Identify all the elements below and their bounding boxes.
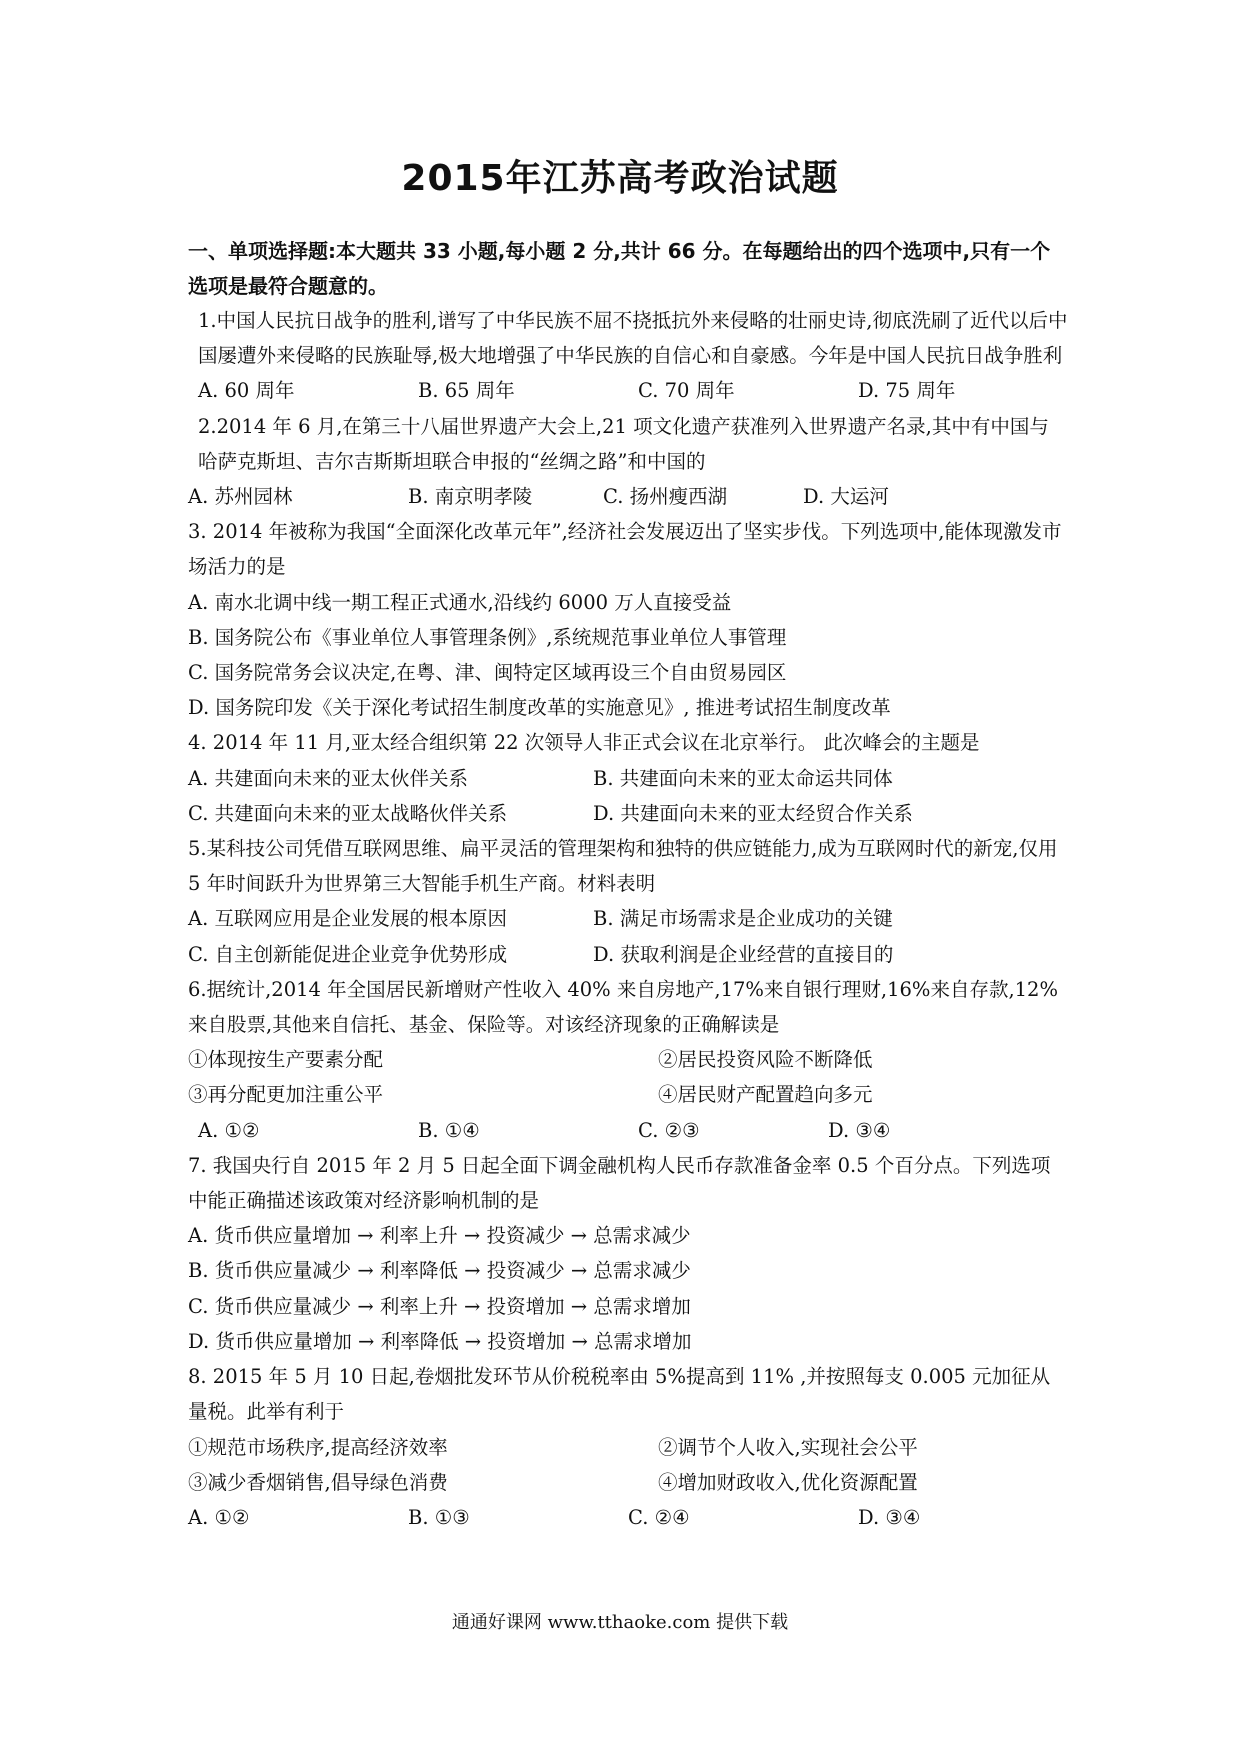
question-4-options-row-2 <box>188 796 1068 831</box>
option-b: B. 65 周年 <box>418 379 515 403</box>
option-b: B. 南京明孝陵 <box>408 485 533 509</box>
statement-4: ④增加财政收入,优化资源配置 <box>658 1470 918 1494</box>
option-c: C. 共建面向未来的亚太战略伙伴关系 <box>188 801 508 825</box>
question-4-options-row-1 <box>188 761 1068 796</box>
option-d: D. 共建面向未来的亚太经贸合作关系 <box>593 801 913 825</box>
question-8-statements-row-2 <box>188 1465 1068 1500</box>
footer-credit: 通通好课网 www.tthaoke.com 提供下载 <box>451 1612 789 1633</box>
question-1-options <box>188 373 1068 408</box>
section-heading: 一、单项选择题:本大题共 33 小题,每小题 2 分,共计 66 分。在每题给出的四个选项中,只有一个选项是最符合题意的。 <box>188 239 1051 298</box>
question-8-statements-row-1 <box>188 1430 1068 1465</box>
questions <box>188 303 1068 1535</box>
option-a: A. 60 周年 <box>198 379 295 403</box>
question-6-statements-row-2 <box>188 1077 1068 1112</box>
option-b: B. 货币供应量减少 → 利率降低 → 投资减少 → 总需求减少 <box>188 1259 691 1283</box>
option-d: D. 获取利润是企业经营的直接目的 <box>593 942 894 966</box>
option-a: A. 互联网应用是企业发展的根本原因 <box>188 907 507 931</box>
question-8-options <box>188 1500 1068 1535</box>
question-7-stem: 7. 我国央行自 2015 年 2 月 5 日起全面下调金融机构人民币存款准备金率 0.5 个百分点。下列选项中能正确描述该政策对经济影响机制的是 <box>188 1153 1051 1213</box>
option-b: B. 国务院公布《事业单位人事管理条例》,系统规范事业单位人事管理 <box>188 625 787 649</box>
option-a: A. 货币供应量增加 → 利率上升 → 投资减少 → 总需求减少 <box>188 1224 691 1248</box>
option-c: C. 国务院常务会议决定,在粤、津、闽特定区域再设三个自由贸易园区 <box>188 661 787 685</box>
option-b: B. ①③ <box>408 1505 470 1529</box>
option-a: A. ①② <box>188 1505 250 1529</box>
question-6-stem: 6.据统计,2014 年全国居民新增财产性收入 40% 来自房地产,17%来自银行理财,16%来自存款,12%来自股票,其他来自信托、基金、保险等。对该经济现象的正确解读是 <box>188 977 1058 1037</box>
question-5-options-row-1 <box>188 901 1068 936</box>
statement-2: ②调节个人收入,实现社会公平 <box>658 1435 918 1459</box>
question-2-options <box>188 479 1068 514</box>
question-4-stem: 4. 2014 年 11 月,亚太经合组织第 22 次领导人非正式会议在北京举行。 此次峰会的主题是 <box>188 731 980 755</box>
option-d: D. 大运河 <box>803 485 889 509</box>
question-5-stem: 5.某科技公司凭借互联网思维、扁平灵活的管理架构和独特的供应链能力,成为互联网时代的新宠,仅用 5 年时间跃升为世界第三大智能手机生产商。材料表明 <box>188 837 1058 896</box>
question-1-stem: 1.中国人民抗日战争的胜利,谱写了中华民族不屈不挠抵抗外来侵略的壮丽史诗,彻底洗刷了近代以后中国屡遭外来侵略的民族耻辱,极大地增强了中华民族的自信心和自豪感。今年是中国人民抗日战争胜利 <box>198 309 1068 368</box>
option-d: D. 国务院印发《关于深化考试招生制度改革的实施意见》, 推进考试招生制度改革 <box>188 696 891 720</box>
question-5-options-row-2 <box>188 937 1068 972</box>
option-b: B. 满足市场需求是企业成功的关键 <box>593 907 893 931</box>
option-a: A. 苏州园林 <box>188 485 293 509</box>
option-a: A. ①② <box>198 1118 260 1142</box>
statement-2: ②居民投资风险不断降低 <box>658 1048 873 1072</box>
option-d: D. ③④ <box>858 1505 921 1529</box>
question-2-stem: 2.2014 年 6 月,在第三十八届世界遗产大会上,21 项文化遗产获准列入世界遗产名录,其中有中国与哈萨克斯坦、吉尔吉斯斯坦联合申报的“丝绸之路”和中国的 <box>198 414 1049 473</box>
statement-4: ④居民财产配置趋向多元 <box>658 1083 873 1107</box>
page-title: 2015年江苏高考政治试题 <box>401 158 839 199</box>
option-c: C. ②③ <box>638 1118 700 1142</box>
option-c: C. 扬州瘦西湖 <box>603 485 728 509</box>
option-c: C. 货币供应量减少 → 利率上升 → 投资增加 → 总需求增加 <box>188 1294 691 1318</box>
option-a: A. 南水北调中线一期工程正式通水,沿线约 6000 万人直接受益 <box>188 590 732 614</box>
option-c: C. ②④ <box>628 1505 690 1529</box>
statement-3: ③再分配更加注重公平 <box>188 1083 384 1107</box>
question-8-stem: 8. 2015 年 5 月 10 日起,卷烟批发环节从价税税率由 5%提高到 11% ,并按照每支 0.005 元加征从量税。此举有利于 <box>188 1365 1051 1424</box>
question-6-statements-row-1 <box>188 1042 1068 1077</box>
statement-1: ①体现按生产要素分配 <box>188 1048 384 1072</box>
question-3-stem: 3. 2014 年被称为我国“全面深化改革元年”,经济社会发展迈出了坚实步伐。下列选项中,能体现激发市场活力的是 <box>188 520 1062 579</box>
option-d: D. ③④ <box>828 1118 891 1142</box>
question-6-options <box>188 1113 1068 1148</box>
option-b: B. 共建面向未来的亚太命运共同体 <box>593 766 893 790</box>
statement-3: ③减少香烟销售,倡导绿色消费 <box>188 1470 448 1494</box>
option-d: D. 货币供应量增加 → 利率降低 → 投资增加 → 总需求增加 <box>188 1329 692 1353</box>
option-d: D. 75 周年 <box>858 379 956 403</box>
statement-1: ①规范市场秩序,提高经济效率 <box>188 1435 448 1459</box>
option-c: C. 自主创新能促进企业竞争优势形成 <box>188 942 508 966</box>
option-c: C. 70 周年 <box>638 379 735 403</box>
option-a: A. 共建面向未来的亚太伙伴关系 <box>188 766 468 790</box>
option-b: B. ①④ <box>418 1118 480 1142</box>
